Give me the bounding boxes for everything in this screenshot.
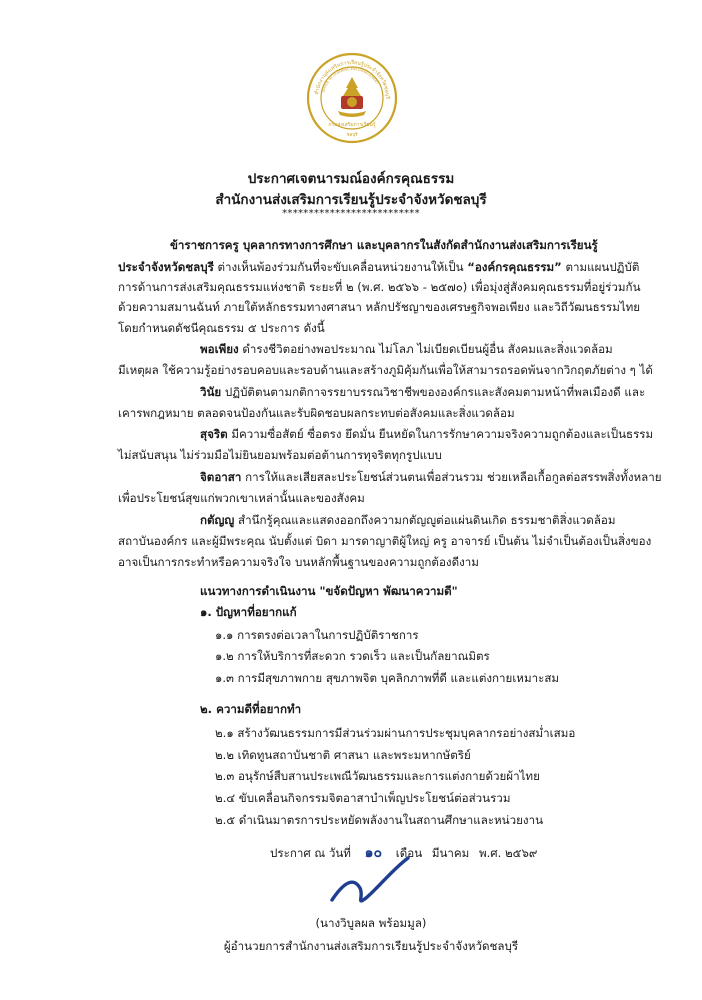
virtue-name: พอเพียง: [200, 342, 239, 356]
intro-text: ต่างเห็นพ้องร่วมกันที่จะขับเคลื่อนหน่วยงานให้เป็น: [213, 260, 468, 274]
virtue-name: กตัญญู: [200, 513, 235, 527]
moral-org-quote: “องค์กรคุณธรรม”: [467, 260, 562, 274]
virtue-name: จิตอาสา: [200, 470, 242, 484]
problem-item: ๑.๓ การมีสุขภาพกาย สุขภาพจิต บุคลิกภาพที่ดี และแต่งกายเหมาะสม: [215, 671, 560, 685]
virtue-3-cont: ไม่สนับสนุน ไม่ร่วมมือไม่ยินยอมพร้อมต่อต้านการทุจริตทุกรูปแบบ: [118, 448, 442, 462]
svg-text:สำนักงานส่งเสริมการเรียนรู้ประ: สำนักงานส่งเสริมการเรียนรู้ประจำจังหวัดชลบุรี: [314, 59, 391, 100]
good-item: ๒.๔ ขับเคลื่อนกิจกรรมจิตอาสาบำเพ็ญประโยชน์ต่อส่วนรวม: [215, 791, 511, 805]
svg-text:OFFICE OF LEARNING ENCOURAGEME: OFFICE OF LEARNING ENCOURAGEMENT: [321, 66, 380, 94]
virtue-5-cont: สถาบันองค์กร และผู้มีพระคุณ นับตั้งแต่ บิดา มารดาญาติผู้ใหญ่ ครู อาจารย์ เป็นต้น ไม่จำเป็นต้องเป็นสิ่งของ: [118, 534, 652, 548]
virtue-5-cont2: อาจเป็นการกระทำหรือความจริงใจ บนหลักพื้นฐานของความถูกต้องดีงาม: [118, 555, 479, 569]
virtue-desc: ดำรงชีวิตอย่างพอประมาณ ไม่โลภ ไม่เบียดเบียนผู้อื่น สังคมและสิ่งแวดล้อม: [238, 342, 613, 356]
intro-line2: [118, 259, 639, 277]
virtue-desc: สำนึกรู้คุณและแสดงออกถึงความกตัญญูต่อแผ่นดินเกิด ธรรมชาติสิ่งแวดล้อม: [234, 513, 616, 527]
handwritten-signature: [326, 852, 446, 912]
virtue-desc: ปฏิบัติตนตามกติกาจรรยาบรรณวิชาชีพขององค์กรและสังคมตามหน้าที่พลเมืองดี และ: [221, 385, 646, 399]
problems-heading: ๑. ปัญหาที่อยากแก้: [200, 605, 297, 619]
doc-title-line1: ประกาศเจตนารมณ์องค์กรคุณธรรม: [247, 171, 455, 187]
good-item: ๒.๒ เทิดทูนสถาบันชาติ ศาสนา และพระมหากษัตริย์: [215, 748, 471, 762]
virtue-1-cont: มีเหตุผล ใช้ความรู้อย่างรอบคอบและรอบด้านและสร้างภูมิคุ้มกันเพื่อให้สามารถรอดพ้นจากวิกฤตภัยต่าง ๆ ได้: [118, 363, 653, 377]
announce-day: ๑๐: [364, 845, 383, 861]
good-item: ๒.๕ ดำเนินมาตรการประหยัดพลังงานในสถานศึกษาและหน่วยงาน: [215, 813, 544, 827]
announce-month: มีนาคม: [431, 846, 470, 860]
virtue-4-cont: เพื่อประโยชน์สุขแก่พวกเขาเหล่านั้นและของสังคม: [118, 491, 365, 505]
virtue-desc: มีความซื่อสัตย์ ซื่อตรง ยึดมั่น ยืนหยัดในการรักษาความจริงความถูกต้องและเป็นธรรม: [227, 427, 654, 441]
office-name: ประจำจังหวัดชลบุรี: [118, 260, 214, 274]
doc-title-line2: สำนักงานส่งเสริมการเรียนรู้ประจำจังหวัดชลบุรี: [215, 192, 487, 208]
intro-line5: โดยกำหนดดัชนีคุณธรรม ๕ ประการ ดังนี้: [118, 321, 325, 335]
signer-position: ผู้อำนวยการสำนักงานส่งเสริมการเรียนรู้ประจำจังหวัดชลบุรี: [223, 939, 519, 953]
goods-heading: ๒. ความดีที่อยากทำ: [200, 702, 302, 716]
good-item: ๒.๓ อนุรักษ์สืบสานประเพณีวัฒนธรรมและการแต่งกายด้วยผ้าไทย: [215, 769, 540, 783]
virtue-1: [200, 341, 613, 359]
problem-item: ๑.๑ การตรงต่อเวลาในการปฏิบัติราชการ: [215, 628, 419, 642]
virtue-5: [200, 512, 616, 530]
virtue-4: [200, 469, 662, 487]
signer-name: (นางวิบูลผล พร้อมมูล): [315, 916, 427, 930]
intro-line3: การด้านการส่งเสริมคุณธรรมแห่งชาติ ระยะที่ ๒ (พ.ศ. ๒๕๖๖ - ๒๕๗๐) เพื่อมุ่งสู่สังคมคุณธรรมที่อยู่ร่วมกัน: [118, 280, 641, 294]
problem-item: ๑.๒ การให้บริการที่สะดวก รวดเร็ว และเป็นกัลยาณมิตร: [215, 649, 490, 663]
month-label: เดือน: [395, 846, 423, 860]
intro-text: ตามแผนปฏิบัติ: [561, 260, 640, 274]
svg-text:กรมส่งเสริมการเรียนรู้: กรมส่งเสริมการเรียนรู้: [328, 122, 376, 128]
announce-prefix: ประกาศ ณ วันที่: [270, 846, 351, 860]
office-seal-logo: [306, 52, 398, 144]
virtue-2: [200, 384, 645, 402]
virtue-2-cont: เคารพกฎหมาย ตลอดจนป้องกันและรับผิดชอบผลกระทบต่อสังคมและสิ่งแวดล้อม: [118, 406, 515, 420]
virtue-3: [200, 426, 653, 444]
virtue-name: วินัย: [200, 385, 222, 399]
intro-lead: ข้าราชการครู บุคลากรทางการศึกษา และบุคลากรในสังกัดสำนักงานส่งเสริมการเรียนรู้: [170, 238, 598, 252]
guideline-title: แนวทางการดำเนินงาน "ขจัดปัญหา พัฒนาความดี": [200, 584, 458, 598]
announce-year: พ.ศ. ๒๕๖๙: [478, 846, 538, 860]
good-item: ๒.๑ สร้างวัฒนธรรมการมีส่วนร่วมผ่านการประชุมบุคลากรอย่างสม่ำเสมอ: [215, 726, 576, 740]
virtue-desc: การให้และเสียสละประโยชน์ส่วนตนเพื่อส่วนรวม ช่วยเหลือเกื้อกูลต่อสรรพสิ่งทั้งหลาย: [241, 470, 662, 484]
svg-text:ชลบุรี: ชลบุรี: [346, 133, 358, 138]
title-separator: **************************: [282, 208, 420, 219]
virtue-name: สุจริต: [200, 427, 228, 441]
intro-line4: ด้วยความสมานฉันท์ ภายใต้หลักธรรมทางศาสนา หลักปรัชญาของเศรษฐกิจพอเพียง และวิถีวัฒนธรรมไทย: [118, 300, 641, 314]
